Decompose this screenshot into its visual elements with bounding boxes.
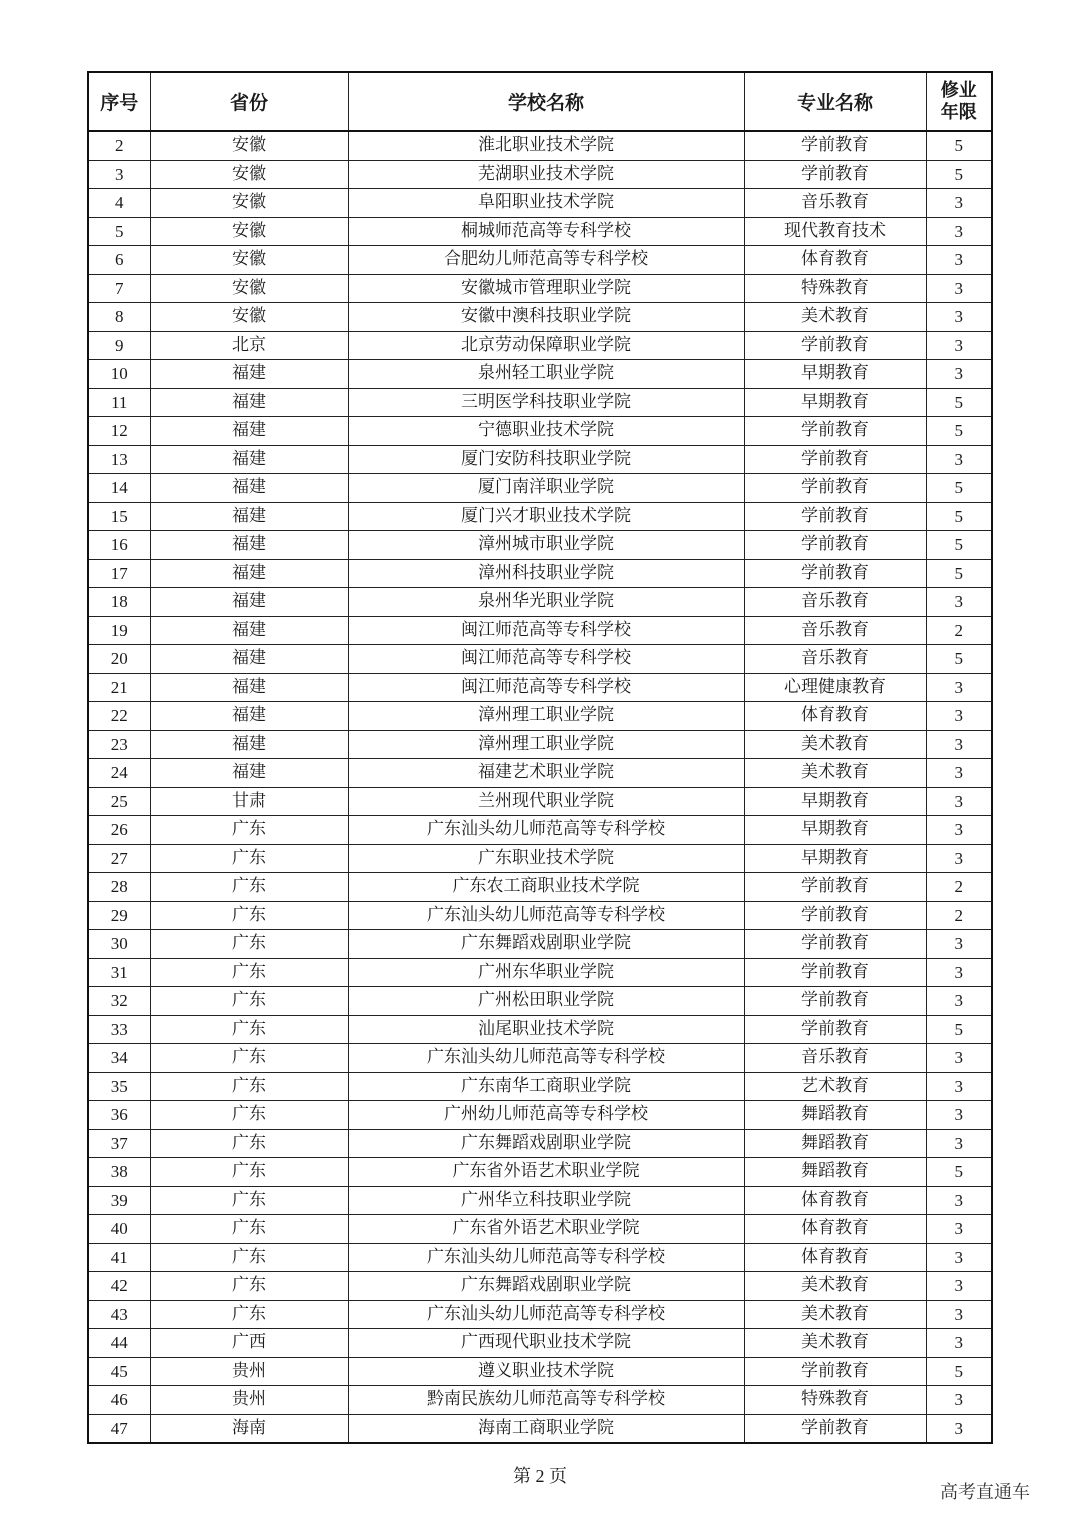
- cell-major: 特殊教育: [744, 274, 926, 303]
- cell-years: 2: [926, 616, 992, 645]
- cell-major: 学前教育: [744, 331, 926, 360]
- cell-province: 广东: [150, 930, 348, 959]
- cell-index: 33: [88, 1015, 150, 1044]
- cell-index: 30: [88, 930, 150, 959]
- table-row: [88, 1101, 992, 1130]
- table-row: [88, 616, 992, 645]
- table-row: [88, 274, 992, 303]
- watermark-text: 高考直通车: [940, 1482, 1030, 1503]
- cell-index: 14: [88, 474, 150, 503]
- cell-years: 5: [926, 388, 992, 417]
- cell-school: 桐城师范高等专科学校: [348, 217, 744, 246]
- cell-index: 15: [88, 502, 150, 531]
- table-row: [88, 1357, 992, 1386]
- cell-years: 2: [926, 901, 992, 930]
- cell-years: 5: [926, 1357, 992, 1386]
- table-row: [88, 1158, 992, 1187]
- cell-index: 26: [88, 816, 150, 845]
- cell-years: 5: [926, 1015, 992, 1044]
- cell-province: 广东: [150, 1243, 348, 1272]
- cell-major: 体育教育: [744, 702, 926, 731]
- cell-school: 漳州科技职业学院: [348, 559, 744, 588]
- cell-major: 学前教育: [744, 930, 926, 959]
- cell-major: 音乐教育: [744, 616, 926, 645]
- table-row: [88, 588, 992, 617]
- table-row: [88, 160, 992, 189]
- cell-province: 广东: [150, 1300, 348, 1329]
- cell-years: 3: [926, 816, 992, 845]
- cell-school: 安徽中澳科技职业学院: [348, 303, 744, 332]
- table-row: [88, 730, 992, 759]
- cell-school: 福建艺术职业学院: [348, 759, 744, 788]
- cell-index: 40: [88, 1215, 150, 1244]
- cell-major: 体育教育: [744, 246, 926, 275]
- table-row: [88, 673, 992, 702]
- cell-index: 28: [88, 873, 150, 902]
- cell-major: 舞蹈教育: [744, 1101, 926, 1130]
- cell-years: 3: [926, 958, 992, 987]
- cell-school: 广州松田职业学院: [348, 987, 744, 1016]
- cell-province: 福建: [150, 531, 348, 560]
- cell-major: 现代教育技术: [744, 217, 926, 246]
- table-header: [88, 72, 992, 131]
- cell-province: 安徽: [150, 160, 348, 189]
- cell-index: 44: [88, 1329, 150, 1358]
- cell-years: 3: [926, 360, 992, 389]
- cell-years: 3: [926, 1044, 992, 1073]
- table-row: [88, 930, 992, 959]
- cell-major: 舞蹈教育: [744, 1129, 926, 1158]
- cell-index: 34: [88, 1044, 150, 1073]
- cell-major: 早期教育: [744, 787, 926, 816]
- cell-province: 广东: [150, 1044, 348, 1073]
- cell-school: 遵义职业技术学院: [348, 1357, 744, 1386]
- cell-school: 安徽城市管理职业学院: [348, 274, 744, 303]
- cell-years: 3: [926, 217, 992, 246]
- page-number: 第 2 页: [513, 1466, 567, 1486]
- cell-province: 福建: [150, 702, 348, 731]
- cell-index: 37: [88, 1129, 150, 1158]
- cell-major: 艺术教育: [744, 1072, 926, 1101]
- table-row: [88, 417, 992, 446]
- table-row: [88, 189, 992, 218]
- cell-province: 福建: [150, 445, 348, 474]
- cell-years: 3: [926, 1386, 992, 1415]
- cell-province: 福建: [150, 388, 348, 417]
- cell-province: 广东: [150, 844, 348, 873]
- table-row: [88, 388, 992, 417]
- cell-years: 3: [926, 189, 992, 218]
- cell-years: 3: [926, 1129, 992, 1158]
- cell-index: 9: [88, 331, 150, 360]
- cell-years: 3: [926, 274, 992, 303]
- cell-major: 学前教育: [744, 1414, 926, 1443]
- cell-school: 三明医学科技职业学院: [348, 388, 744, 417]
- cell-index: 35: [88, 1072, 150, 1101]
- cell-province: 广东: [150, 958, 348, 987]
- cell-province: 广西: [150, 1329, 348, 1358]
- cell-school: 广东省外语艺术职业学院: [348, 1158, 744, 1187]
- cell-school: 海南工商职业学院: [348, 1414, 744, 1443]
- cell-index: 8: [88, 303, 150, 332]
- table-row: [88, 844, 992, 873]
- cell-province: 广东: [150, 1129, 348, 1158]
- cell-school: 广州华立科技职业学院: [348, 1186, 744, 1215]
- cell-province: 贵州: [150, 1357, 348, 1386]
- table-row: [88, 331, 992, 360]
- cell-province: 福建: [150, 616, 348, 645]
- cell-major: 学前教育: [744, 131, 926, 160]
- cell-province: 安徽: [150, 274, 348, 303]
- header-years-line1: 修业: [940, 79, 977, 101]
- cell-index: 32: [88, 987, 150, 1016]
- header-row: [88, 72, 992, 131]
- cell-years: 5: [926, 474, 992, 503]
- cell-index: 12: [88, 417, 150, 446]
- cell-province: 广东: [150, 1186, 348, 1215]
- cell-index: 19: [88, 616, 150, 645]
- cell-index: 36: [88, 1101, 150, 1130]
- cell-school: 广西现代职业技术学院: [348, 1329, 744, 1358]
- cell-years: 5: [926, 502, 992, 531]
- cell-index: 42: [88, 1272, 150, 1301]
- cell-province: 广东: [150, 816, 348, 845]
- cell-years: 5: [926, 645, 992, 674]
- cell-major: 学前教育: [744, 559, 926, 588]
- cell-school: 宁德职业技术学院: [348, 417, 744, 446]
- cell-years: 3: [926, 787, 992, 816]
- cell-major: 学前教育: [744, 474, 926, 503]
- cell-school: 厦门兴才职业技术学院: [348, 502, 744, 531]
- cell-years: 5: [926, 417, 992, 446]
- cell-school: 广东职业技术学院: [348, 844, 744, 873]
- cell-school: 广东汕头幼儿师范高等专科学校: [348, 1243, 744, 1272]
- cell-index: 2: [88, 131, 150, 160]
- table-row: [88, 1129, 992, 1158]
- header-major: 专业名称: [744, 72, 926, 131]
- cell-province: 安徽: [150, 303, 348, 332]
- cell-province: 安徽: [150, 246, 348, 275]
- cell-major: 美术教育: [744, 730, 926, 759]
- table-row: [88, 987, 992, 1016]
- cell-index: 21: [88, 673, 150, 702]
- cell-province: 福建: [150, 360, 348, 389]
- cell-school: 漳州理工职业学院: [348, 730, 744, 759]
- institutions-table: [87, 71, 993, 1444]
- cell-major: 特殊教育: [744, 1386, 926, 1415]
- cell-province: 广东: [150, 1215, 348, 1244]
- cell-major: 早期教育: [744, 360, 926, 389]
- table-row: [88, 303, 992, 332]
- cell-school: 厦门安防科技职业学院: [348, 445, 744, 474]
- cell-years: 5: [926, 559, 992, 588]
- cell-years: 3: [926, 303, 992, 332]
- cell-major: 美术教育: [744, 303, 926, 332]
- cell-school: 北京劳动保障职业学院: [348, 331, 744, 360]
- cell-major: 体育教育: [744, 1215, 926, 1244]
- cell-years: 5: [926, 131, 992, 160]
- cell-major: 音乐教育: [744, 588, 926, 617]
- cell-index: 4: [88, 189, 150, 218]
- cell-school: 广东舞蹈戏剧职业学院: [348, 1129, 744, 1158]
- cell-years: 3: [926, 1101, 992, 1130]
- cell-province: 福建: [150, 502, 348, 531]
- table-row: [88, 502, 992, 531]
- cell-years: 3: [926, 588, 992, 617]
- cell-province: 广东: [150, 1101, 348, 1130]
- table-row: [88, 1414, 992, 1443]
- cell-index: 41: [88, 1243, 150, 1272]
- cell-province: 甘肃: [150, 787, 348, 816]
- cell-years: 3: [926, 331, 992, 360]
- cell-school: 广州幼儿师范高等专科学校: [348, 1101, 744, 1130]
- table-row: [88, 360, 992, 389]
- table-row: [88, 1329, 992, 1358]
- cell-major: 音乐教育: [744, 189, 926, 218]
- cell-years: 3: [926, 1272, 992, 1301]
- table-row: [88, 958, 992, 987]
- header-index: 序号: [88, 72, 150, 131]
- cell-index: 18: [88, 588, 150, 617]
- table-row: [88, 759, 992, 788]
- cell-school: 阜阳职业技术学院: [348, 189, 744, 218]
- cell-major: 心理健康教育: [744, 673, 926, 702]
- header-school: 学校名称: [348, 72, 744, 131]
- table-row: [88, 1044, 992, 1073]
- header-province: 省份: [150, 72, 348, 131]
- cell-province: 贵州: [150, 1386, 348, 1415]
- cell-index: 24: [88, 759, 150, 788]
- cell-years: 3: [926, 1414, 992, 1443]
- cell-school: 泉州华光职业学院: [348, 588, 744, 617]
- table-row: [88, 1072, 992, 1101]
- cell-index: 16: [88, 531, 150, 560]
- cell-years: 3: [926, 1186, 992, 1215]
- cell-major: 音乐教育: [744, 1044, 926, 1073]
- cell-years: 5: [926, 1158, 992, 1187]
- cell-province: 福建: [150, 588, 348, 617]
- cell-school: 广东南华工商职业学院: [348, 1072, 744, 1101]
- cell-years: 5: [926, 160, 992, 189]
- cell-province: 广东: [150, 1272, 348, 1301]
- cell-province: 广东: [150, 1072, 348, 1101]
- cell-years: 3: [926, 1215, 992, 1244]
- cell-years: 3: [926, 1243, 992, 1272]
- cell-province: 安徽: [150, 189, 348, 218]
- cell-index: 39: [88, 1186, 150, 1215]
- cell-major: 美术教育: [744, 1272, 926, 1301]
- cell-major: 学前教育: [744, 445, 926, 474]
- cell-index: 38: [88, 1158, 150, 1187]
- cell-province: 福建: [150, 673, 348, 702]
- cell-province: 广东: [150, 901, 348, 930]
- cell-years: 3: [926, 987, 992, 1016]
- cell-index: 43: [88, 1300, 150, 1329]
- cell-index: 17: [88, 559, 150, 588]
- cell-index: 6: [88, 246, 150, 275]
- cell-index: 46: [88, 1386, 150, 1415]
- cell-province: 福建: [150, 730, 348, 759]
- cell-school: 广东农工商职业技术学院: [348, 873, 744, 902]
- cell-index: 3: [88, 160, 150, 189]
- table-row: [88, 873, 992, 902]
- cell-index: 23: [88, 730, 150, 759]
- cell-province: 广东: [150, 1015, 348, 1044]
- cell-index: 25: [88, 787, 150, 816]
- table-row: [88, 1186, 992, 1215]
- cell-major: 学前教育: [744, 502, 926, 531]
- cell-major: 学前教育: [744, 873, 926, 902]
- cell-index: 20: [88, 645, 150, 674]
- cell-years: 3: [926, 246, 992, 275]
- cell-major: 美术教育: [744, 1300, 926, 1329]
- cell-major: 学前教育: [744, 1357, 926, 1386]
- cell-major: 体育教育: [744, 1186, 926, 1215]
- cell-index: 7: [88, 274, 150, 303]
- table-row: [88, 445, 992, 474]
- cell-school: 泉州轻工职业学院: [348, 360, 744, 389]
- cell-province: 福建: [150, 559, 348, 588]
- cell-province: 福建: [150, 645, 348, 674]
- cell-province: 福建: [150, 417, 348, 446]
- cell-years: 3: [926, 730, 992, 759]
- cell-school: 兰州现代职业学院: [348, 787, 744, 816]
- cell-major: 学前教育: [744, 160, 926, 189]
- cell-school: 广东汕头幼儿师范高等专科学校: [348, 901, 744, 930]
- cell-major: 学前教育: [744, 987, 926, 1016]
- cell-school: 广东汕头幼儿师范高等专科学校: [348, 1044, 744, 1073]
- cell-major: 美术教育: [744, 1329, 926, 1358]
- cell-years: 5: [926, 531, 992, 560]
- table-row: [88, 1215, 992, 1244]
- cell-province: 北京: [150, 331, 348, 360]
- cell-major: 音乐教育: [744, 645, 926, 674]
- cell-index: 27: [88, 844, 150, 873]
- cell-school: 广东省外语艺术职业学院: [348, 1215, 744, 1244]
- header-years-line2: 年限: [940, 101, 977, 123]
- cell-province: 广东: [150, 987, 348, 1016]
- cell-school: 黔南民族幼儿师范高等专科学校: [348, 1386, 744, 1415]
- cell-major: 早期教育: [744, 844, 926, 873]
- table-row: [88, 531, 992, 560]
- cell-index: 31: [88, 958, 150, 987]
- cell-major: 早期教育: [744, 816, 926, 845]
- cell-index: 22: [88, 702, 150, 731]
- header-years: [926, 72, 992, 131]
- table-row: [88, 1243, 992, 1272]
- cell-school: 漳州理工职业学院: [348, 702, 744, 731]
- cell-years: 3: [926, 445, 992, 474]
- cell-school: 厦门南洋职业学院: [348, 474, 744, 503]
- cell-school: 闽江师范高等专科学校: [348, 616, 744, 645]
- table-row: [88, 246, 992, 275]
- cell-years: 3: [926, 759, 992, 788]
- cell-years: 2: [926, 873, 992, 902]
- table-row: [88, 702, 992, 731]
- cell-major: 美术教育: [744, 759, 926, 788]
- cell-years: 3: [926, 673, 992, 702]
- cell-major: 早期教育: [744, 388, 926, 417]
- table-body: [88, 131, 992, 1443]
- cell-major: 体育教育: [744, 1243, 926, 1272]
- cell-school: 广东舞蹈戏剧职业学院: [348, 930, 744, 959]
- table-row: [88, 1300, 992, 1329]
- cell-major: 舞蹈教育: [744, 1158, 926, 1187]
- cell-major: 学前教育: [744, 1015, 926, 1044]
- cell-school: 广东汕头幼儿师范高等专科学校: [348, 1300, 744, 1329]
- cell-index: 10: [88, 360, 150, 389]
- table-row: [88, 474, 992, 503]
- cell-school: 广东舞蹈戏剧职业学院: [348, 1272, 744, 1301]
- cell-school: 汕尾职业技术学院: [348, 1015, 744, 1044]
- cell-school: 芜湖职业技术学院: [348, 160, 744, 189]
- table-row: [88, 787, 992, 816]
- cell-index: 47: [88, 1414, 150, 1443]
- table-row: [88, 1386, 992, 1415]
- table-row: [88, 901, 992, 930]
- cell-major: 学前教育: [744, 531, 926, 560]
- cell-index: 45: [88, 1357, 150, 1386]
- table-row: [88, 1015, 992, 1044]
- cell-years: 3: [926, 844, 992, 873]
- cell-major: 学前教育: [744, 417, 926, 446]
- cell-major: 学前教育: [744, 901, 926, 930]
- cell-major: 学前教育: [744, 958, 926, 987]
- table-row: [88, 1272, 992, 1301]
- table-row: [88, 131, 992, 160]
- cell-index: 29: [88, 901, 150, 930]
- table-row: [88, 645, 992, 674]
- cell-years: 3: [926, 1300, 992, 1329]
- cell-school: 合肥幼儿师范高等专科学校: [348, 246, 744, 275]
- cell-province: 海南: [150, 1414, 348, 1443]
- table-row: [88, 217, 992, 246]
- cell-school: 闽江师范高等专科学校: [348, 645, 744, 674]
- table-row: [88, 816, 992, 845]
- cell-province: 福建: [150, 759, 348, 788]
- cell-school: 闽江师范高等专科学校: [348, 673, 744, 702]
- cell-province: 广东: [150, 873, 348, 902]
- cell-years: 3: [926, 702, 992, 731]
- cell-index: 11: [88, 388, 150, 417]
- cell-years: 3: [926, 1329, 992, 1358]
- cell-province: 安徽: [150, 131, 348, 160]
- cell-province: 广东: [150, 1158, 348, 1187]
- cell-school: 淮北职业技术学院: [348, 131, 744, 160]
- cell-years: 3: [926, 930, 992, 959]
- cell-province: 安徽: [150, 217, 348, 246]
- cell-province: 福建: [150, 474, 348, 503]
- cell-school: 广东汕头幼儿师范高等专科学校: [348, 816, 744, 845]
- cell-index: 5: [88, 217, 150, 246]
- cell-index: 13: [88, 445, 150, 474]
- cell-years: 3: [926, 1072, 992, 1101]
- cell-school: 漳州城市职业学院: [348, 531, 744, 560]
- table-row: [88, 559, 992, 588]
- cell-school: 广州东华职业学院: [348, 958, 744, 987]
